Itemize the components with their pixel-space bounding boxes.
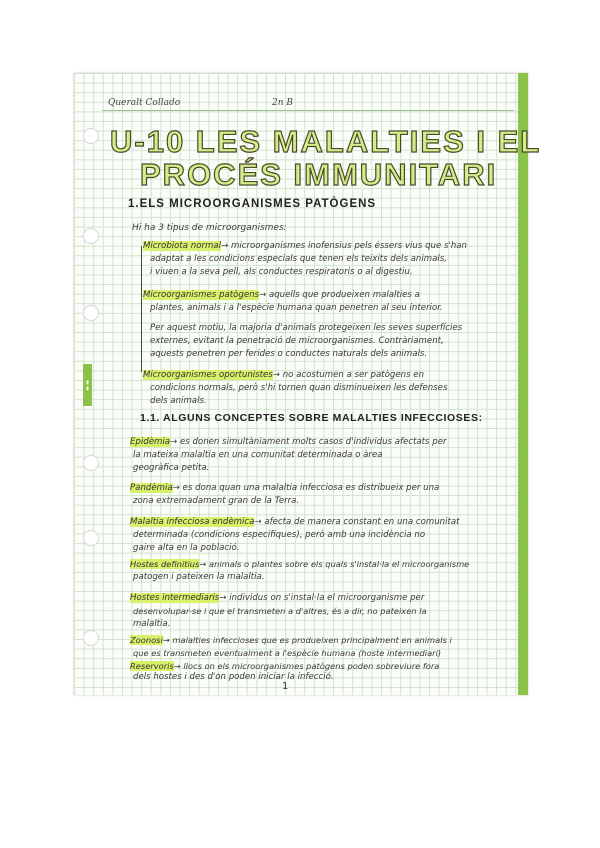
term-highlight: Zoonosi <box>130 635 163 645</box>
term-highlight: Microorganismes patògens <box>143 290 260 300</box>
definition-line: la mateixa malaltia en una comunitat determinada o àrea <box>133 450 383 460</box>
term-highlight: Hostes definitius <box>130 559 200 569</box>
definition-line: patogen i pateixen la malaltia. <box>133 572 265 582</box>
definition-line: gaire alta en la població. <box>133 543 240 553</box>
definition-line: zona extremadament gran de la Terra. <box>133 496 300 506</box>
definition-line: malaltia. <box>133 619 171 629</box>
definition-line: que es transmeten eventualment a l'espècie humana (hoste intermediari) <box>133 648 442 658</box>
binder-hole <box>83 305 99 321</box>
list-item: Microorganismes oportunistes→ no acostumen a ser patògens en <box>143 370 425 380</box>
item-text-line: Per aquest motiu, la majoria d'animals protegeixen les seves superfícies <box>150 323 463 333</box>
term-highlight: Malaltia infecciosa endèmica <box>130 517 255 527</box>
definition-entry: Reservoris→ llocs on els microorganismes patògens poden sobreviure fora <box>130 661 440 671</box>
class-grade: 2n B <box>272 98 293 108</box>
definition-line: desenvolupar-se i que el transmeten a d'altres, és a dir, no pateixen la <box>133 606 427 616</box>
item-text-line: aquests penetren per ferides o conductes naturals dels animals. <box>150 349 428 359</box>
term-highlight: Hostes intermediaris <box>130 593 220 603</box>
page-title-line2: PROCÉS IMMUNITARI <box>140 157 498 192</box>
term-highlight: Reservoris <box>130 661 174 671</box>
margin-strip <box>518 73 528 695</box>
item-text-line: plantes, animals i a l'espècie humana quan penetren al seu interior. <box>150 303 443 313</box>
paper-brand-label: ▮▮ <box>83 364 92 406</box>
term-highlight: Pandèmia <box>130 483 173 493</box>
definition-entry: Zoonosi→ malalties infeccioses que es produeixen principalment en animals i <box>130 635 452 645</box>
binder-hole <box>83 630 99 646</box>
term-highlight: Microorganismes oportunistes <box>143 370 273 380</box>
item-text-line: dels animals. <box>150 396 207 406</box>
item-text-line: externes, evitant la penetració de microorganismes. Contràriament, <box>150 336 444 346</box>
binder-hole <box>83 228 99 244</box>
item-text-line: i viuen a la seva pell, als conductes respiratoris o al digestiu. <box>150 267 413 277</box>
term-highlight: Epidèmia <box>130 437 171 447</box>
list-item: Microbiota normal→ microorganismes inofensius pels éssers vius que s'han <box>143 241 467 251</box>
item-text-line: adaptat a les condicions especials que tenen els teixits dels animals, <box>150 254 447 264</box>
binder-hole <box>83 128 99 144</box>
binder-hole <box>83 455 99 471</box>
student-name: Queralt Collado <box>108 98 181 108</box>
list-item: Microorganismes patògens→ aquells que produeixen malalties a <box>143 290 420 300</box>
term-highlight: Microbiota normal <box>143 241 222 251</box>
definition-line: dels hostes i des d'on poden iniciar la infecció. <box>133 672 334 682</box>
intro-text: Hi ha 3 tipus de microorganismes: <box>132 223 287 233</box>
definition-entry: Pandèmia→ es dona quan una malaltia infecciosa es distribueix per una <box>130 483 440 493</box>
page-number: 1 <box>282 681 289 692</box>
definition-entry: Hostes definitius→ animals o plantes sobre els quals s'instal·la el microorganisme <box>130 559 470 569</box>
subsection-heading: 1.1. ALGUNS CONCEPTES SOBRE MALALTIES INFECCIOSES: <box>140 412 483 424</box>
section-heading: 1.ELS MICROORGANISMES PATÒGENS <box>128 198 377 210</box>
item-text-line: condicions normals, però s'hi tornen quan disminueixen les defenses <box>150 383 448 393</box>
binder-hole <box>83 530 99 546</box>
page-title-line1: U-10 LES MALALTIES I EL <box>110 124 542 159</box>
list-bracket <box>141 246 142 372</box>
definition-entry: Malaltia infecciosa endèmica→ afecta de manera constant en una comunitat <box>130 517 460 527</box>
definition-entry: Hostes intermediaris→ individus on s'instal·la el microorganisme per <box>130 593 425 603</box>
definition-entry: Epidèmia→ es donen simultàniament molts casos d'individus afectats per <box>130 437 447 447</box>
definition-line: determinada (condicions específiques), però amb una incidència no <box>133 530 426 540</box>
definition-line: geogràfica petita. <box>133 463 210 473</box>
header-rule <box>102 110 514 111</box>
